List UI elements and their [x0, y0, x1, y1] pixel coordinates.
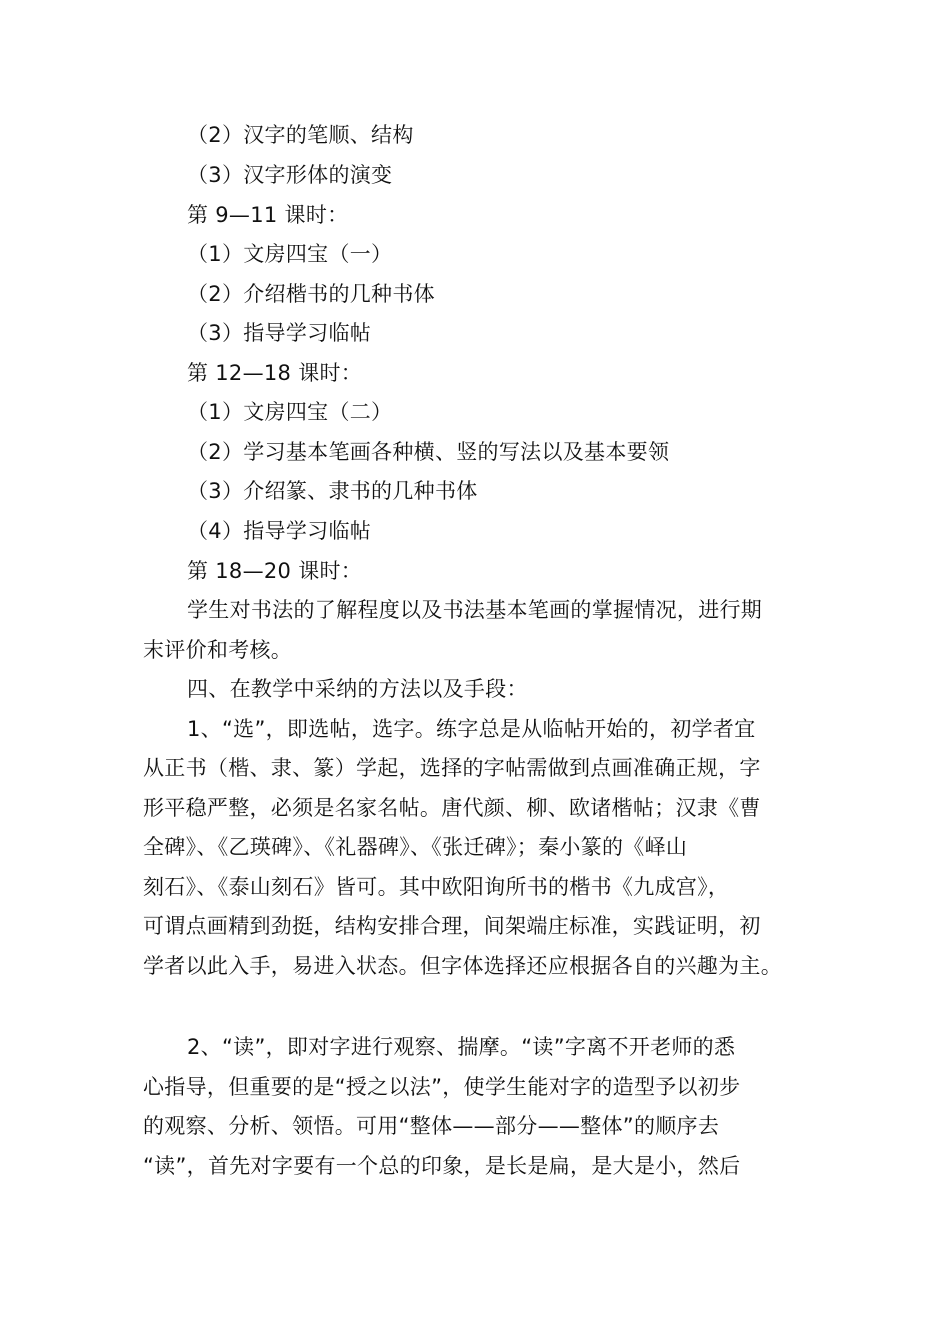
list-item: （2）介绍楷书的几种书体: [187, 282, 435, 306]
paragraph-line: 形平稳严整，必须是名家名帖。唐代颜、柳、欧诸楷帖；汉隶《曹: [143, 796, 761, 820]
paragraph-line: “读”，首先对字要有一个总的印象，是长是扁，是大是小，然后: [143, 1154, 741, 1178]
list-item: （1）文房四宝（二）: [187, 400, 393, 424]
list-item: （3）汉字形体的演变: [187, 163, 393, 187]
paragraph-line: 的观察、分析、领悟。可用“整体——部分——整体”的顺序去: [143, 1114, 720, 1138]
paragraph-line: 2、“读”，即对字进行观察、揣摩。“读”字离不开老师的悉: [187, 1035, 736, 1059]
list-item: （2）汉字的笔顺、结构: [187, 123, 414, 147]
paragraph-line: 学生对书法的了解程度以及书法基本笔画的掌握情况，进行期: [187, 598, 763, 622]
list-item: （2）学习基本笔画各种横、竖的写法以及基本要领: [187, 440, 670, 464]
paragraph-line: 全碑》、《乙瑛碑》、《礼器碑》、《张迁碑》；秦小篆的《峄山: [143, 835, 688, 859]
section-heading: 第 12—18 课时：: [187, 361, 363, 385]
list-item: （1）文房四宝（一）: [187, 242, 393, 266]
paragraph-line: 刻石》、《泰山刻石》皆可。其中欧阳询所书的楷书《九成宫》，: [143, 875, 730, 899]
paragraph-line: 末评价和考核。: [143, 638, 293, 662]
paragraph-line: 学者以此入手，易进入状态。但字体选择还应根据各自的兴趣为主。: [143, 954, 782, 978]
paragraph-line: 1、“选”，即选帖，选字。练字总是从临帖开始的，初学者宜: [187, 717, 756, 741]
paragraph-line: 可谓点画精到劲挺，结构安排合理，间架端庄标准，实践证明，初: [143, 914, 761, 938]
paragraph-line: 从正书（楷、隶、篆）学起，选择的字帖需做到点画准确正规，字: [143, 756, 761, 780]
section-heading: 第 18—20 课时：: [187, 559, 363, 583]
section-heading: 第 9—11 课时：: [187, 203, 349, 227]
paragraph-line: 心指导，但重要的是“授之以法”，使学生能对字的造型予以初步: [143, 1075, 741, 1099]
list-item: （3）指导学习临帖: [187, 321, 372, 345]
list-item: （3）介绍篆、隶书的几种书体: [187, 479, 478, 503]
section-heading: 四、在教学中采纳的方法以及手段：: [187, 677, 528, 701]
list-item: （4）指导学习临帖: [187, 519, 372, 543]
